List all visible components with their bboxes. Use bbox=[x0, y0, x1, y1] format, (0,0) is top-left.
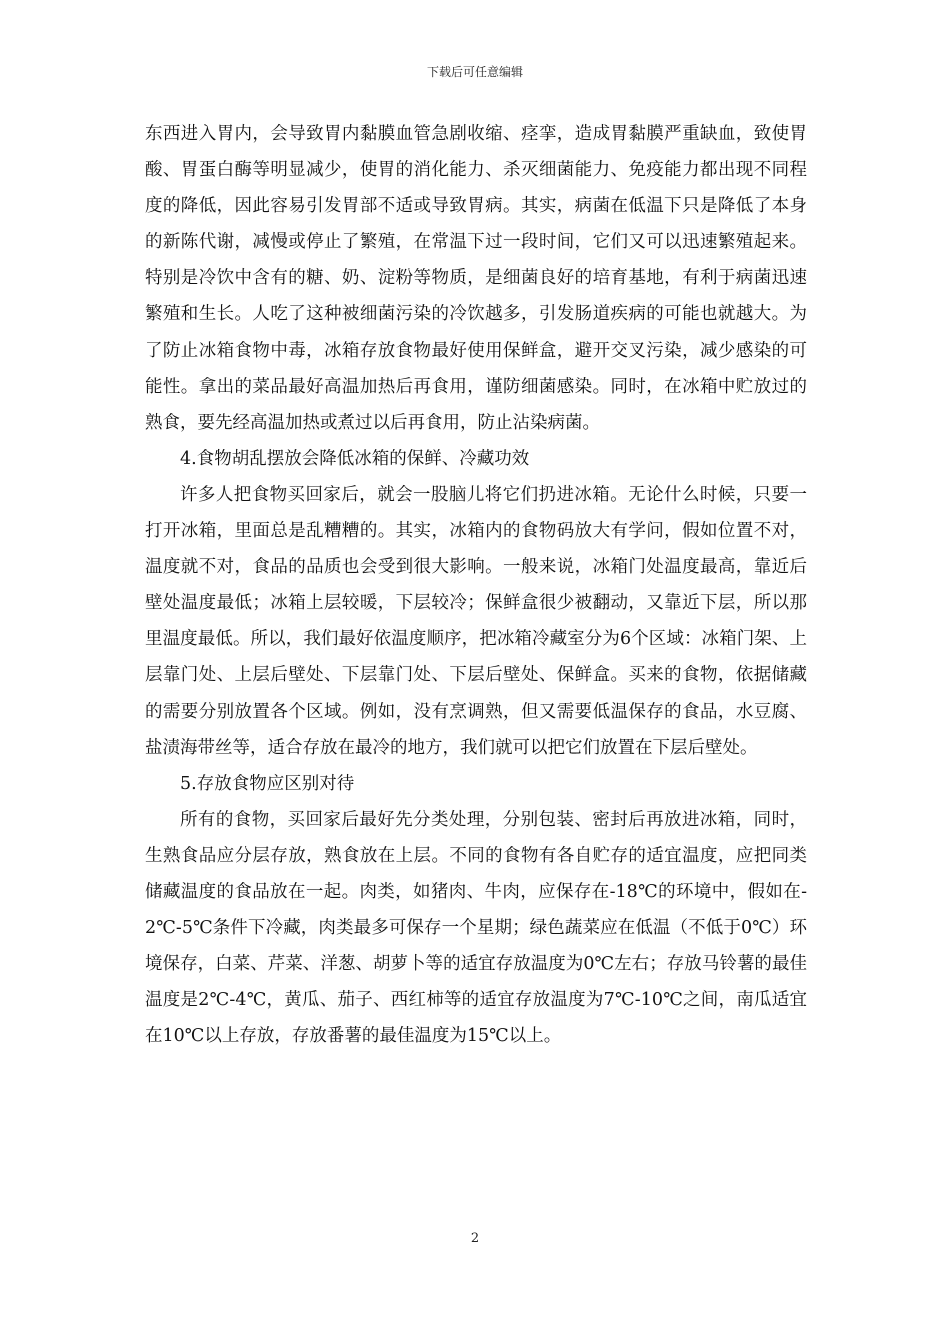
page-header: 下载后可任意编辑 bbox=[426, 65, 523, 79]
paragraph-section-5: 所有的食物，买回家后最好先分类处理，分别包装、密封后再放进冰箱，同时，生熟食品应分层存放，熟食放在上层。不同的食物有各自贮存的适宜温度，应把同类储藏温度的食品放在一起。肉类，如猪肉、牛肉，应保存在-18℃的环境中，假如在-2℃-5℃条件下冷藏，肉类最多可保存一个星期；绿色蔬菜应在低温（不低于0℃）环境保存，白菜、芹菜、洋葱、胡萝卜等的适宜存放温度为0℃左右；存放马铃薯的最佳温度是2℃-4℃，黄瓜、茄子、西红柿等的适宜存放温度为7℃-10℃之间，南瓜适宜在10℃以上存放，存放番薯的最佳温度为15℃以上。 bbox=[145, 809, 807, 1047]
paragraph-continuation: 东西进入胃内，会导致胃内黏膜血管急剧收缩、痉挛，造成胃黏膜严重缺血，致使胃酸、胃蛋白酶等明显减少，使胃的消化能力、杀灭细菌能力、免疫能力都出现不同程度的降低，因此容易引发胃部不适或导致胃病。其实，病菌在低温下只是降低了本身的新陈代谢，减慢或停止了繁殖，在常温下过一段时间，它们又可以迅速繁殖起来。特别是冷饮中含有的糖、奶、淀粉等物质，是细菌良好的培育基地，有利于病菌迅速繁殖和生长。人吃了这种被细菌污染的冷饮越多，引发肠道疾病的可能也就越大。为了防止冰箱食物中毒，冰箱存放食物最好使用保鲜盒，避开交叉污染，减少感染的可能性。拿出的菜品最好高温加热后再食用，谨防细菌感染。同时，在冰箱中贮放过的熟食，要先经高温加热或煮过以后再食用，防止沾染病菌。 bbox=[145, 124, 807, 433]
paragraph-section-4: 许多人把食物买回家后，就会一股脑儿将它们扔进冰箱。无论什么时候，只要一打开冰箱，里面总是乱糟糟的。其实，冰箱内的食物码放大有学问，假如位置不对，温度就不对，食品的品质也会受到很大影响。一般来说，冰箱门处温度最高，靠近后壁处温度最低；冰箱上层较暖，下层较冷；保鲜盒很少被翻动，又靠近下层，所以那里温度最低。所以，我们最好依温度顺序，把冰箱冷藏室分为6个区域：冰箱门架、上层靠门处、上层后壁处、下层靠门处、下层后壁处、保鲜盒。买来的食物，依据储藏的需要分别放置各个区域。例如，没有烹调熟，但又需要低温保存的食品，水豆腐、盐渍海带丝等，适合存放在最冷的地方，我们就可以把它们放置在下层后壁处。 bbox=[145, 484, 807, 758]
section-heading-5: 5.存放食物应区别对待 bbox=[180, 773, 355, 794]
section-heading-4: 4.食物胡乱摆放会降低冰箱的保鲜、冷藏功效 bbox=[180, 448, 530, 469]
document-body bbox=[145, 116, 807, 1054]
page-number: 2 bbox=[470, 1231, 480, 1246]
